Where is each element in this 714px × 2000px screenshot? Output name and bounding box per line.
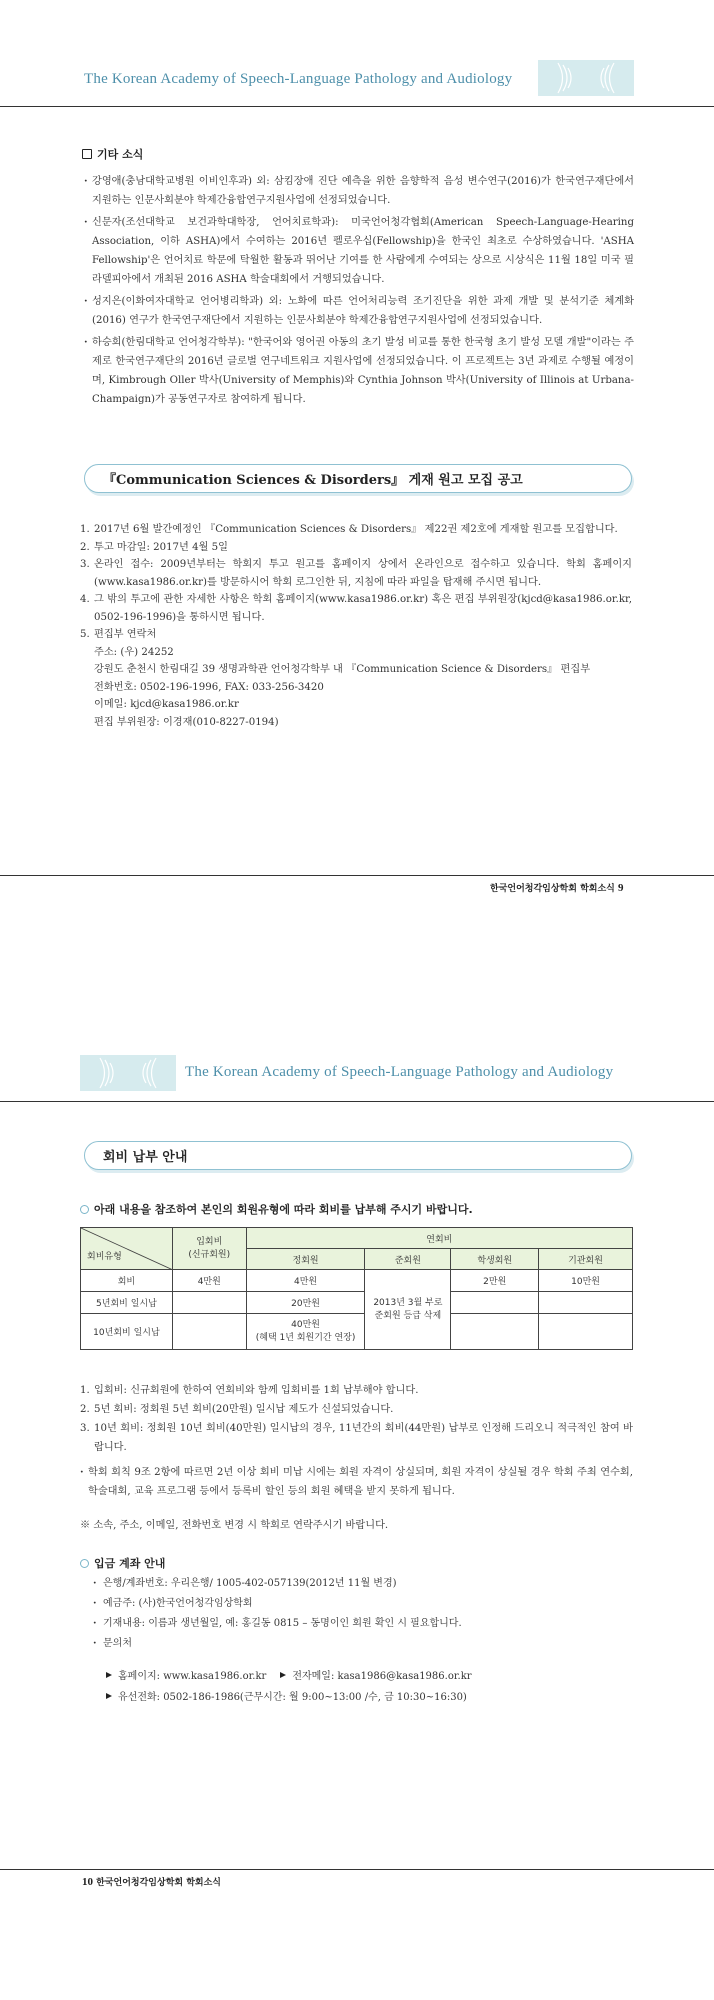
regular-cell: 20만원 xyxy=(246,1292,365,1314)
entrance-header: 입회비 (신규회원) xyxy=(172,1228,246,1270)
email-link[interactable]: 전자메일: kasa1986@kasa1986.or.kr xyxy=(292,1671,472,1682)
fee-note: 3. 10년 회비: 정회원 10년 회비(40만원) 일시납의 경우, 11년간의 회비(44만원) 납부로 인정해 드리오니 적극적인 참여 바랍니다. xyxy=(80,1423,633,1453)
bank-heading xyxy=(80,1555,165,1571)
associate-note: 2013년 3월 부로 준회원 등급 삭제 xyxy=(365,1270,451,1350)
fee-title: 회비 납부 안내 xyxy=(103,1150,188,1165)
footer-rule xyxy=(0,875,714,876)
news-item: · 성지은(이화여자대학교 언어병리학과) 외: 노화에 따른 언어처리능력 조기진단을 위한 과제 개발 및 분석기준 체계화(2016) 연구가 한국연구재단에서 지원하는 인문사회분야 학제간융합연구지원사업에 선정되었습니다. xyxy=(84,292,634,330)
contact-line: 편집 부위원장: 이경재(010-8227-0194) xyxy=(94,716,279,728)
fee-note: 2. 5년 회비: 정회원 5년 회비(20만원) 일시납 제도가 신설되었습니다. xyxy=(80,1404,394,1415)
page-footer xyxy=(490,881,624,894)
entrance-cell xyxy=(172,1292,246,1314)
news-item: · 신문자(조선대학교 보건과학대학장, 언어치료학과): 미국언어청각협회(American Speech-Language-Hearing Association, 이하 ASHA)에서 수여하는 2016년 펠로우십(Fellowship)을 한국인 최초로 수상하였습니다. 'ASHA Fellowship'은 언어치료 학문에 탁월한 활동과 뛰어난 기여를 한 사람에게 수여되는 상으로 시상식은 11월 18일 미국 필라델피아에서 개최된 2016 ASHA 학술대회에서 거행되었습니다. xyxy=(84,213,634,289)
student-cell xyxy=(451,1292,539,1314)
circle-bullet-icon xyxy=(80,1559,89,1568)
diagonal-line xyxy=(81,1228,173,1270)
bank-info-item: · 문의처 xyxy=(93,1634,633,1654)
cfp-title: 『Communication Sciences & Disorders』 게재 원고 모집 공고 xyxy=(103,473,523,488)
rule-note-list xyxy=(80,1463,633,1504)
bank-info-item: · 기재내용: 이름과 생년월일, 예: 홍길동 0815 – 동명이인 회원 확인 시 필요합니다. xyxy=(93,1614,633,1634)
fee-note: 1. 입회비: 신규회원에 한하여 연회비와 함께 입회비를 1회 납부해야 합니다. xyxy=(80,1385,419,1396)
triangle-bullet-icon xyxy=(280,1672,286,1678)
entrance-cell: 4만원 xyxy=(172,1270,246,1292)
phone-row xyxy=(106,1688,467,1703)
bank-info-item: · 은행/계좌번호: 우리은행/ 1005-402-057139(2012년 11월 변경) xyxy=(93,1574,633,1594)
cfp-item: 5. 편집부 연락처 xyxy=(80,629,157,640)
cfp-item: 3. 온라인 접수: 2009년부터는 학회지 투고 원고를 홈페이지 상에서 온라인으로 접수하고 있습니다. 학회 홈페이지(www.kasa1986.or.kr)를 방문하시어 학회 로그인한 뒤, 지침에 따라 파일을 탑재해 주시면 됩니다. xyxy=(80,559,632,588)
institution-cell: 10만원 xyxy=(539,1270,633,1292)
cfp-title-banner xyxy=(84,464,632,493)
table-corner xyxy=(81,1228,173,1270)
row-label: 10년회비 일시납 xyxy=(81,1314,173,1350)
homepage-link[interactable]: 홈페이지: www.kasa1986.or.kr xyxy=(118,1671,267,1682)
table-row xyxy=(81,1314,633,1350)
fee-table xyxy=(80,1227,633,1350)
institution-cell xyxy=(539,1314,633,1350)
header-rule xyxy=(0,106,714,107)
student-cell xyxy=(451,1314,539,1350)
circle-bullet-icon xyxy=(80,1205,89,1214)
journal-title: The Korean Academy of Speech-Language Pathology and Audiology xyxy=(185,1064,614,1080)
cfp-item: 4. 그 밖의 투고에 관한 자세한 사항은 학회 홈페이지(www.kasa1986.or.kr) 혹은 편집 부위원장(kjcd@kasa1986.or.kr, 0502-196-1996)을 통하시면 됩니다. xyxy=(80,594,632,623)
annual-header: 연회비 xyxy=(246,1228,632,1249)
sound-wave-decoration xyxy=(80,1055,176,1091)
bank-heading-label: 입금 계좌 안내 xyxy=(94,1557,166,1570)
student-cell: 2만원 xyxy=(451,1270,539,1292)
newsletter-page-9 xyxy=(0,0,714,900)
phone-text: 유선전화: 0502-186-1986(근무시간: 월 9:00~13:00 /수, 금 10:30~16:30) xyxy=(118,1692,467,1703)
contact-line: 강원도 춘천시 한림대길 39 생명과학관 언어청각학부 내 『Communication Science & Disorders』 편집부 xyxy=(94,664,591,675)
checkbox-square-icon xyxy=(82,149,92,159)
news-item: · 강영애(충남대학교병원 이비인후과) 외: 삼킴장애 진단 예측을 위한 음향학적 음성 변수연구(2016)가 한국연구재단에서 지원하는 인문사회분야 학제간융합연구지원사업에 선정되었습니다. xyxy=(84,172,634,210)
news-heading-label: 기타 소식 xyxy=(97,148,144,161)
institution-cell xyxy=(539,1292,633,1314)
footer-rule xyxy=(0,1869,714,1870)
row-label: 회비 xyxy=(81,1270,173,1292)
news-heading xyxy=(82,146,143,162)
rule-note: · 학회 회칙 9조 2항에 따르면 2년 이상 회비 미납 시에는 회원 자격이 상실되며, 회원 자격이 상실될 경우 학회 주최 연수회, 학술대회, 교육 프로그램 등에서 등록비 할인 등의 회원 혜택을 받지 못하게 됩니다. xyxy=(80,1463,633,1501)
page-number: 9 xyxy=(618,882,624,894)
page-footer xyxy=(82,1875,221,1888)
regular-cell: 4만원 xyxy=(246,1270,365,1292)
fee-intro-text: 아래 내용을 참조하여 본인의 회원유형에 따라 회비를 납부해 주시기 바랍니다. xyxy=(94,1203,473,1216)
fee-intro xyxy=(80,1201,473,1217)
footer-label: 한국언어청각임상학회 학회소식 xyxy=(490,884,615,894)
cfp-item: 1. 2017년 6월 발간예정인 『Communication Sciences & Disorders』 제22권 제2호에 게재할 원고를 모집합니다. xyxy=(80,524,618,535)
regular-cell: 40만원 (혜택 1년 회원기간 연장) xyxy=(246,1314,365,1350)
sound-wave-decoration xyxy=(538,60,634,96)
type-header: 학생회원 xyxy=(451,1249,539,1270)
header-rule xyxy=(0,1101,714,1102)
newsletter-page-10 xyxy=(0,1000,714,2000)
type-header: 기관회원 xyxy=(539,1249,633,1270)
fee-title-banner xyxy=(84,1141,632,1170)
news-list xyxy=(84,172,634,412)
page-number: 10 xyxy=(82,1876,93,1888)
entrance-cell xyxy=(172,1314,246,1350)
cfp-list xyxy=(80,521,632,731)
bank-info-item: · 예금주: (사)한국언어청각임상학회 xyxy=(93,1594,633,1614)
news-item: · 하승희(한림대학교 언어청각학부): "한국어와 영어권 아동의 초기 발성 비교를 통한 한국형 초기 발성 모델 개발"이라는 주제로 한국연구재단의 2016년 글로벌 연구네트워크 지원사업에 선정되었습니다. 이 프로젝트는 3년 과제로 수행될 예정이며, Kimbrough Oller 박사(University of Memphis)와 Cynthia Johnson 박사(University of Illinois at Urbana-Champaign)가 공동연구자로 참여하게 됩니다. xyxy=(84,333,634,409)
fee-notes xyxy=(80,1381,633,1457)
corner-label: 회비유형 xyxy=(87,1252,122,1262)
contact-change-note: ※ 소속, 주소, 이메일, 전화번호 변경 시 학회로 연락주시기 바랍니다. xyxy=(80,1520,389,1531)
row-label: 5년회비 일시납 xyxy=(81,1292,173,1314)
footer-label: 한국언어청각임상학회 학회소식 xyxy=(96,1878,221,1888)
journal-title: The Korean Academy of Speech-Language Pathology and Audiology xyxy=(84,71,513,87)
cfp-item: 2. 투고 마감일: 2017년 4월 5일 xyxy=(80,541,229,553)
contact-line: 전화번호: 0502-196-1996, FAX: 033-256-3420 xyxy=(94,681,324,693)
table-row xyxy=(81,1270,633,1292)
homepage-row xyxy=(106,1667,472,1682)
contact-line: 이메일: kjcd@kasa1986.or.kr xyxy=(94,699,239,710)
triangle-bullet-icon xyxy=(106,1693,112,1699)
bank-info-list xyxy=(93,1574,633,1654)
contact-line: 주소: (우) 24252 xyxy=(94,646,174,658)
type-header: 준회원 xyxy=(365,1249,451,1270)
triangle-bullet-icon xyxy=(106,1672,112,1678)
type-header: 정회원 xyxy=(246,1249,365,1270)
table-row xyxy=(81,1292,633,1314)
